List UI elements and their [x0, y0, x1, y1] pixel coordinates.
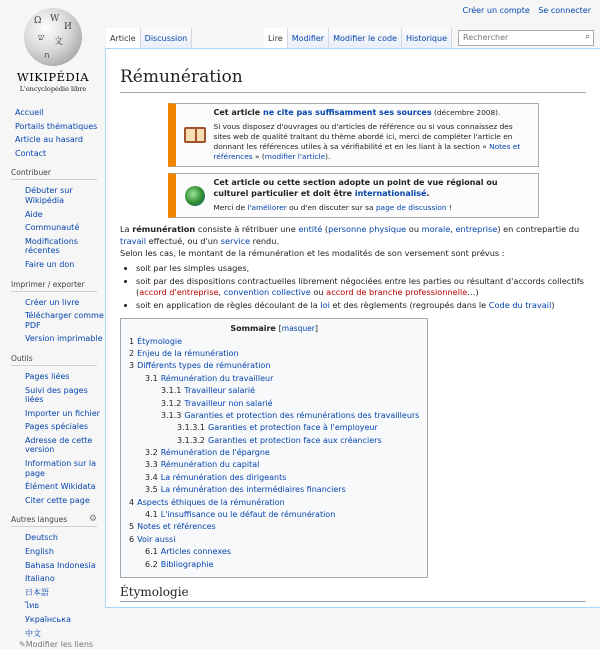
- tools-link[interactable]: Pages spéciales: [25, 422, 89, 432]
- toc-link[interactable]: [129, 337, 182, 346]
- regional-view-box: [168, 173, 539, 218]
- toc-text: Garanties et protection des rémunérations des travailleurs: [184, 410, 420, 420]
- modalities-list: [128, 263, 586, 313]
- section-heading: Étymologie: [120, 584, 586, 602]
- print-item[interactable]: [15, 309, 104, 332]
- toc-text: Garanties et protection face à l'employeur: [208, 423, 378, 433]
- globe-icon: [185, 186, 205, 206]
- link-code-travail[interactable]: Code du travail: [488, 300, 552, 311]
- toc-text: Aspects éthiques de la rémunération: [137, 497, 285, 507]
- languages-link[interactable]: Italiano: [25, 574, 55, 584]
- toc-text: Bibliographie: [160, 559, 214, 569]
- text: et des règlements (regroupés dans le: [329, 300, 489, 311]
- toc-link[interactable]: [129, 349, 239, 358]
- box1-body: Si vous disposez d'ouvrages ou d'articles de référence ou si vous connaissez des sites web de qualité traitant du thème abordé ici, merci de compléter l'article en donnant les références utiles à sa vérifiabilité et en les liant à la section «: [213, 122, 513, 152]
- languages-link[interactable]: 中文: [25, 628, 41, 638]
- notes-references-link[interactable]: Notes et références: [213, 142, 521, 162]
- contribute-item[interactable]: [15, 235, 104, 258]
- toc-number: 4.1: [145, 510, 158, 520]
- tools-item[interactable]: [15, 494, 104, 508]
- tools-item[interactable]: [15, 370, 104, 384]
- toc-title-label: Sommaire: [230, 324, 276, 334]
- gear-icon[interactable]: ⚙: [88, 514, 97, 525]
- create-account-link[interactable]: Créer un compte: [462, 6, 530, 15]
- toc-number: 3: [129, 361, 135, 371]
- print-link[interactable]: Télécharger comme PDF: [25, 311, 104, 330]
- toc-number: 4: [129, 497, 135, 507]
- toc-text: Notes et références: [137, 522, 216, 532]
- logo-tagline: L'encyclopédie libre: [19, 85, 87, 93]
- contribute-link[interactable]: Modifications récentes: [25, 236, 78, 256]
- toc-text: Voir aussi: [137, 534, 176, 544]
- toc-item[interactable]: [129, 435, 419, 447]
- toc-link[interactable]: [161, 411, 419, 420]
- intro-paragraph: [120, 224, 586, 260]
- toc-number: 5: [129, 522, 135, 532]
- link-morale[interactable]: morale: [421, 223, 451, 234]
- search-icon[interactable]: ⌕: [584, 32, 590, 42]
- main-link[interactable]: Accueil: [15, 108, 44, 117]
- languages-item[interactable]: [15, 599, 104, 613]
- main-link[interactable]: Article au hasard: [15, 135, 83, 145]
- tools-link[interactable]: Citer cette page: [25, 495, 90, 505]
- toc-link[interactable]: [129, 498, 285, 507]
- tools-link[interactable]: Information sur la page: [25, 459, 97, 478]
- box1-lead: Cet article: [213, 107, 264, 117]
- toc-number: 1: [129, 336, 135, 346]
- toc-link[interactable]: [177, 423, 378, 432]
- toc-item[interactable]: [129, 373, 419, 385]
- main-item[interactable]: [15, 147, 104, 161]
- tools-item[interactable]: [15, 384, 104, 407]
- tools-item[interactable]: [15, 480, 104, 494]
- toc-link[interactable]: [129, 522, 216, 531]
- toc-link[interactable]: [145, 485, 346, 494]
- contribute-item[interactable]: [15, 221, 104, 235]
- search-placeholder: Rechercher: [463, 33, 509, 42]
- toc-item[interactable]: [129, 348, 419, 360]
- languages-item[interactable]: [15, 572, 104, 586]
- print-item[interactable]: [15, 332, 104, 346]
- edit-links-label: Modifier les liens: [25, 640, 94, 649]
- toc-number: 6.2: [145, 559, 158, 569]
- sidebar-print: [0, 280, 104, 346]
- toc-item[interactable]: [129, 336, 419, 348]
- main-item[interactable]: [15, 120, 104, 134]
- edit-links[interactable]: [15, 640, 104, 649]
- toc-item[interactable]: [129, 509, 419, 521]
- languages-item[interactable]: [15, 545, 104, 559]
- toc-text: La rémunération des dirigeants: [160, 472, 287, 482]
- tools-item[interactable]: [15, 434, 104, 457]
- toc-number: 6.1: [145, 547, 158, 557]
- text: effectué, ou d'un: [146, 235, 221, 246]
- link-entreprise[interactable]: entreprise: [455, 223, 498, 234]
- text: La: [120, 223, 133, 234]
- tools-item[interactable]: [15, 420, 104, 434]
- toc-number: 3.1.2: [161, 398, 182, 408]
- toc-item[interactable]: [129, 484, 419, 496]
- toc-number: 3.1.3.1: [177, 423, 205, 433]
- toc-item[interactable]: [129, 422, 419, 434]
- languages-item[interactable]: [15, 627, 104, 641]
- bold-term: rémunération: [132, 223, 196, 234]
- toc-number: 3.1: [145, 373, 158, 383]
- tools-item[interactable]: [15, 407, 104, 421]
- languages-heading-label: Autres langues: [11, 515, 68, 525]
- toc-item[interactable]: [129, 497, 419, 509]
- sidebar-languages: [0, 515, 104, 649]
- tools-link[interactable]: Pages liées: [25, 371, 70, 381]
- toc-text: Rémunération du travailleur: [160, 373, 274, 383]
- text: soit par des dispositions contractuelles librement négociées entre les parties ou résultant d'accords collectifs (: [136, 275, 584, 298]
- toc-item[interactable]: [129, 472, 419, 484]
- main-item[interactable]: [15, 106, 104, 120]
- toc-item[interactable]: [129, 447, 419, 459]
- toc-number: 2: [129, 348, 135, 358]
- site-logo[interactable]: [10, 8, 96, 93]
- toc-link[interactable]: [145, 460, 259, 469]
- sidebar: [0, 100, 104, 649]
- toc-text: Étymologie: [137, 336, 183, 346]
- toc-number: 3.4: [145, 472, 158, 482]
- languages-item[interactable]: [15, 559, 104, 573]
- toc-number: 3.1.3: [161, 410, 182, 420]
- toc-text: Travailleur non salarié: [184, 398, 273, 408]
- toc-title: Sommaire [masquer]: [230, 324, 318, 334]
- print-item[interactable]: [15, 296, 104, 310]
- toc-link[interactable]: [145, 374, 273, 383]
- box1-link[interactable]: ne cite pas suffisamment ses sources: [263, 107, 432, 117]
- pencil-icon: ✎: [19, 640, 26, 649]
- page-title: Rémunération: [120, 65, 586, 93]
- main-content: [105, 48, 600, 608]
- link-accord-branche[interactable]: accord de branche professionnelle: [326, 287, 468, 298]
- tab-discussion[interactable]: Discussion: [141, 28, 193, 48]
- contribute-link[interactable]: Communauté: [25, 223, 80, 233]
- tab-article[interactable]: Article: [106, 28, 141, 48]
- toc-link[interactable]: [161, 399, 273, 408]
- contribute-link[interactable]: Aide: [25, 209, 43, 219]
- link-entite[interactable]: entité: [298, 223, 323, 234]
- puzzle-globe-logo: Ω W И ש 文 ก: [24, 8, 82, 66]
- toc-number: 3.5: [145, 485, 158, 495]
- languages-link[interactable]: Bahasa Indonesia: [25, 560, 96, 570]
- toc-item[interactable]: [129, 521, 419, 533]
- toc-item[interactable]: [129, 459, 419, 471]
- logo-wordmark: WIKIPÉDIA: [16, 70, 90, 84]
- contribute-item[interactable]: [15, 184, 104, 207]
- toc-item[interactable]: [129, 546, 419, 558]
- toc-item[interactable]: [129, 410, 419, 422]
- box1-end: ).: [325, 152, 331, 162]
- personal-tools: [457, 6, 591, 15]
- search-input[interactable]: [458, 30, 594, 46]
- box2-body1: Merci de: [213, 202, 248, 212]
- text: ) en contrepartie du: [497, 223, 580, 234]
- toc-toggle[interactable]: masquer: [281, 324, 315, 334]
- improve-link[interactable]: l'améliorer: [247, 202, 287, 212]
- tab-edit-code[interactable]: Modifier le code: [329, 28, 402, 48]
- box1-date: (décembre 2008).: [431, 107, 501, 117]
- internationalise-link[interactable]: internationalisé: [354, 189, 427, 199]
- tab-edit[interactable]: Modifier: [288, 28, 329, 48]
- sidebar-heading-contribute: Contribuer: [11, 168, 97, 180]
- languages-link[interactable]: English: [25, 547, 54, 557]
- toc-text: Rémunération du capital: [160, 460, 260, 470]
- contribute-item[interactable]: [15, 258, 104, 272]
- toc-item[interactable]: [129, 559, 419, 571]
- link-convention-collective[interactable]: convention collective: [223, 287, 311, 298]
- toc-link[interactable]: [129, 361, 270, 370]
- book-icon: [184, 127, 206, 143]
- talk-page-link[interactable]: page de discussion: [375, 202, 447, 212]
- toc-link[interactable]: [145, 473, 286, 482]
- toc-number: 3.3: [145, 460, 158, 470]
- text: ,: [218, 287, 224, 298]
- sidebar-heading-languages: [11, 515, 97, 527]
- text: …): [467, 287, 479, 298]
- list-item: [136, 300, 586, 312]
- toc-number: 3.1.3.2: [177, 435, 205, 445]
- tab-read[interactable]: Lire: [264, 28, 288, 48]
- toc-text: Différents types de rémunération: [137, 361, 271, 371]
- table-of-contents: [120, 318, 428, 578]
- toc-link[interactable]: [161, 386, 255, 395]
- toc-text: Rémunération de l'épargne: [160, 448, 270, 458]
- languages-link[interactable]: 日本語: [25, 587, 49, 597]
- toc-text: La rémunération des intermédiaires financiers: [160, 485, 346, 495]
- toc-item[interactable]: [129, 534, 419, 546]
- toc-number: 3.2: [145, 448, 158, 458]
- text: consiste à rétribuer une: [195, 223, 299, 234]
- toc-text: Articles connexes: [160, 547, 231, 557]
- text: ): [551, 300, 555, 311]
- toc-text: Enjeu de la rémunération: [137, 348, 239, 358]
- toc-link[interactable]: [177, 436, 382, 445]
- toc-link[interactable]: [145, 510, 335, 519]
- link-personne-physique[interactable]: personne physique: [328, 223, 407, 234]
- tools-link[interactable]: Élément Wikidata: [25, 482, 96, 492]
- namespace-tabs: [106, 28, 192, 48]
- contribute-link[interactable]: Débuter sur Wikipédia: [25, 186, 73, 205]
- tools-link[interactable]: Importer un fichier: [25, 408, 100, 418]
- login-link[interactable]: Se connecter: [538, 6, 591, 15]
- text: rendu.: [250, 235, 280, 246]
- box2-body2: ou d'en discuter sur sa: [286, 202, 376, 212]
- tab-history[interactable]: Historique: [402, 28, 452, 48]
- text: soit en application de règles découlant de la: [136, 300, 321, 311]
- sidebar-heading-print: Imprimer / exporter: [11, 280, 97, 292]
- print-link[interactable]: Créer un livre: [25, 297, 80, 307]
- sources-warning-box: [168, 103, 539, 168]
- languages-link[interactable]: Deutsch: [25, 533, 58, 543]
- sidebar-heading-tools: Outils: [11, 354, 97, 366]
- toc-number: 6: [129, 534, 135, 544]
- toc-item[interactable]: [129, 385, 419, 397]
- link-travail[interactable]: travail: [120, 235, 147, 246]
- main-link[interactable]: Contact: [15, 148, 47, 158]
- contribute-item[interactable]: [15, 208, 104, 222]
- toc-item[interactable]: [129, 398, 419, 410]
- toc-link[interactable]: [145, 547, 231, 556]
- languages-link[interactable]: ไทย: [25, 601, 39, 611]
- list-item: • soit par les simples usages,: [136, 263, 586, 275]
- text: (: [322, 223, 329, 234]
- tools-link[interactable]: Suivi des pages liées: [25, 385, 88, 405]
- box1-mid: » (: [252, 152, 265, 162]
- intro-second-line: Selon les cas, le montant de la rémunération et les modalités de son versement sont prévus :: [120, 247, 505, 258]
- toc-number: 3.1.1: [161, 386, 182, 396]
- toc-text: L'insuffisance ou le défaut de rémunération: [160, 510, 336, 520]
- box2-lead-end: .: [426, 189, 430, 199]
- link-service[interactable]: service: [220, 235, 251, 246]
- view-tabs: [264, 28, 594, 48]
- toc-text: Garanties et protection face aux créanciers: [208, 435, 382, 445]
- toc-link[interactable]: [145, 560, 213, 569]
- sidebar-tools: [0, 354, 104, 508]
- print-link[interactable]: Version imprimable: [25, 334, 103, 344]
- toc-link[interactable]: [145, 448, 270, 457]
- main-link[interactable]: Portails thématiques: [15, 121, 98, 131]
- main-item[interactable]: [15, 133, 104, 147]
- languages-item[interactable]: [15, 613, 104, 627]
- contribute-link[interactable]: Faire un don: [25, 259, 75, 269]
- text: ou: [406, 223, 422, 234]
- list-item: [136, 276, 586, 300]
- sidebar-navigation: [0, 106, 104, 160]
- edit-article-link[interactable]: modifier l'article: [264, 152, 326, 162]
- link-accord-entreprise[interactable]: accord d'entreprise: [139, 287, 219, 298]
- sidebar-contribute: [0, 168, 104, 271]
- text: ,: [450, 223, 456, 234]
- toc-item[interactable]: [129, 360, 419, 372]
- tools-link[interactable]: Adresse de cette version: [25, 435, 93, 455]
- toc-text: Travailleur salarié: [184, 386, 256, 396]
- tools-item[interactable]: [15, 457, 104, 480]
- languages-item[interactable]: [15, 531, 104, 545]
- link-loi[interactable]: loi: [320, 300, 330, 311]
- languages-link[interactable]: Українська: [25, 615, 71, 624]
- text: ou: [310, 287, 327, 298]
- box2-body3: !: [446, 202, 452, 212]
- toc-link[interactable]: [129, 535, 175, 544]
- box2-lead: Cet article ou cette section adopte un point de vue régional ou culturel particulier et doit être: [213, 178, 498, 199]
- languages-item[interactable]: [15, 586, 104, 600]
